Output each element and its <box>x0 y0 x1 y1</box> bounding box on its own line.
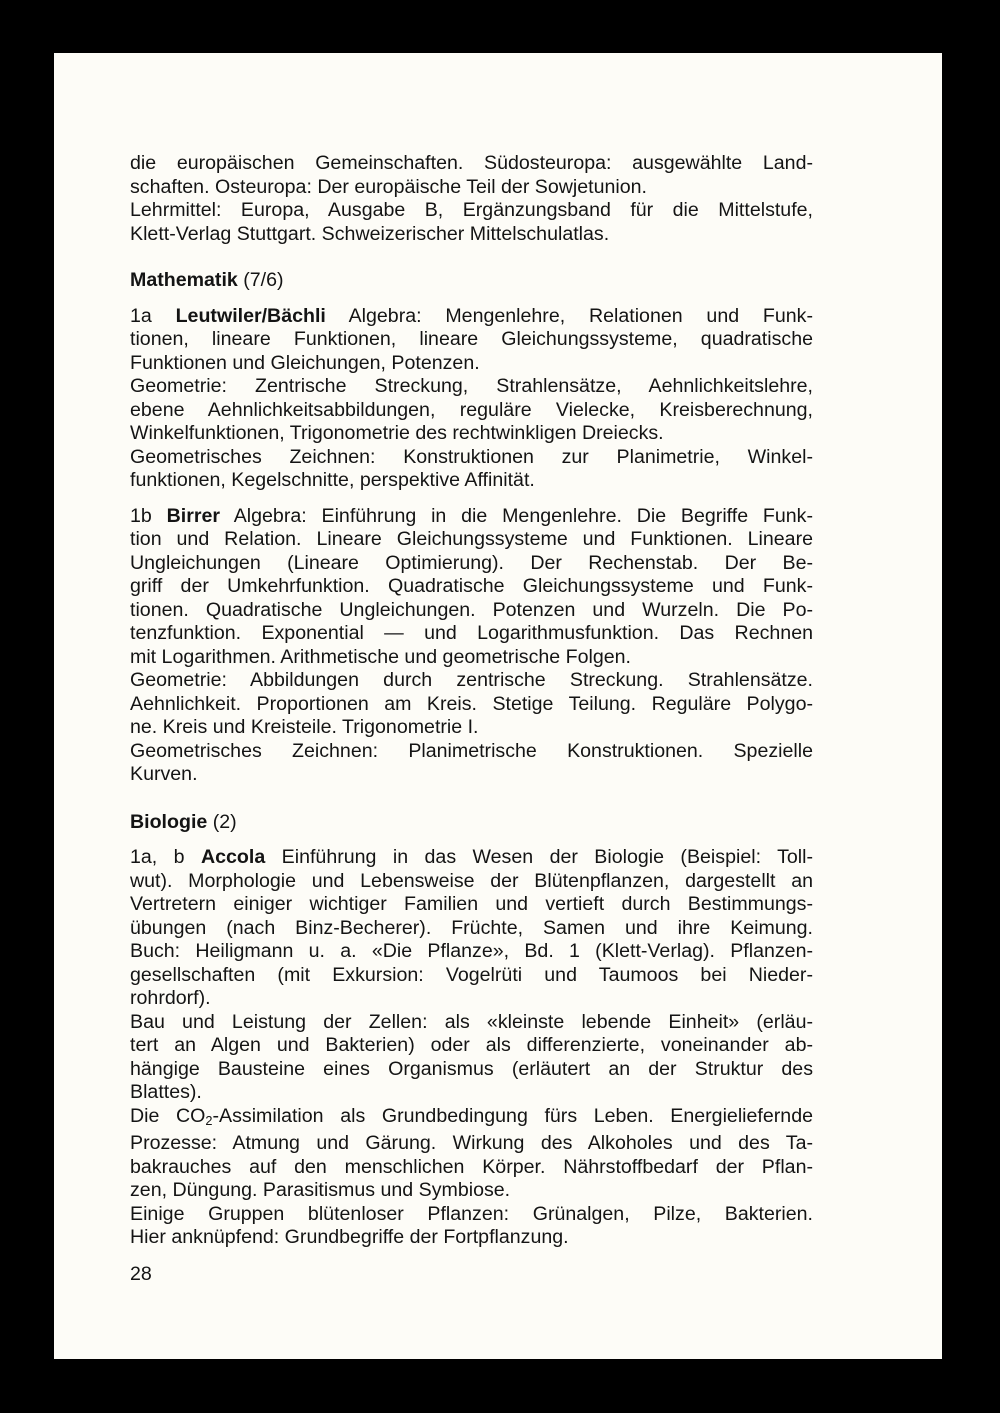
text-line: Klett-Verlag Stuttgart. Schweizerischer Mittelschulatlas. <box>130 222 610 245</box>
text-line: Vertretern einiger wichtiger Familien und vertieft durch Bestimmungs- <box>130 893 813 915</box>
page-content <box>130 152 813 1250</box>
text-line: griff der Umkehrfunktion. Quadratische Gleichungssysteme und Funk- <box>130 575 813 597</box>
text-line: Winkelfunktionen, Trigonometrie des rechtwinkligen Dreiecks. <box>130 422 664 444</box>
text-fragment: -Assimilation als Grundbedingung fürs Leben. Energieliefernde <box>212 1104 813 1127</box>
class-label: 1a <box>130 304 152 327</box>
text-line: Geometrie: Abbildungen durch zentrische Streckung. Strahlensätze. <box>130 669 813 691</box>
biologie-entry-1ab <box>130 846 813 1250</box>
text-line: Blattes). <box>130 1081 202 1103</box>
section-title: Biologie <box>130 810 208 833</box>
text-line: hängige Bausteine eines Organismus (erläutert an der Struktur des <box>130 1057 813 1080</box>
text-line: mit Logarithmen. Arithmetische und geometrische Folgen. <box>130 645 631 668</box>
text-line: schaften. Osteuropa: Der europäische Teil der Sowjetunion. <box>130 175 647 198</box>
mathematik-entry-1b <box>130 505 813 787</box>
class-label: 1b <box>130 504 152 527</box>
text-line: tenzfunktion. Exponential — und Logarithmusfunktion. Das Rechnen <box>130 622 813 644</box>
text-line: tionen. Quadratische Ungleichungen. Potenzen und Wurzeln. Die Po- <box>130 598 813 621</box>
teacher-name: Birrer <box>166 504 220 527</box>
entry-first-line <box>130 305 813 329</box>
class-label: 1a, b <box>130 846 185 868</box>
text-line: tion und Relation. Lineare Gleichungssysteme und Funktionen. Lineare <box>130 528 813 550</box>
text-line: ne. Kreis und Kreisteile. Trigonometrie I. <box>130 716 479 738</box>
text-line: Ungleichungen (Lineare Optimierung). Der Rechenstab. Der Be- <box>130 551 813 574</box>
section-heading-mathematik <box>130 269 813 293</box>
text-line: wut). Morphologie und Lebensweise der Blütenpflanzen, dargestellt an <box>130 869 813 892</box>
mathematik-entry-1a <box>130 305 813 493</box>
co2-line <box>130 1105 813 1133</box>
text-fragment: Einführung in das Wesen der Biologie (Beispiel: Toll- <box>281 846 813 868</box>
text-line: zen, Düngung. Parasitismus und Symbiose. <box>130 1179 511 1202</box>
text-fragment: Algebra: Einführung in die Mengenlehre. Die Begriffe Funk- <box>233 504 813 527</box>
text-line: Geometrisches Zeichnen: Planimetrische Konstruktionen. Spezielle <box>130 739 813 762</box>
teacher-name: Leutwiler/Bächli <box>175 304 326 327</box>
teacher-name: Accola <box>200 846 266 868</box>
entry-first-line <box>130 505 813 529</box>
text-line: tionen, lineare Funktionen, lineare Gleichungssysteme, quadratische <box>130 328 813 350</box>
text-line: funktionen, Kegelschnitte, perspektive Affinität. <box>130 469 535 491</box>
text-line: Prozesse: Atmung und Gärung. Wirkung des Alkoholes und des Ta- <box>130 1132 813 1155</box>
text-line: Kurven. <box>130 763 198 785</box>
text-line: gesellschaften (mit Exkursion: Vogelrüti und Taumoos bei Nieder- <box>130 963 813 986</box>
text-line: Hier anknüpfend: Grundbegriffe der Fortpflanzung. <box>130 1226 569 1249</box>
subscript: 2 <box>205 1112 213 1128</box>
text-line: die europäischen Gemeinschaften. Südosteuropa: ausgewählte Land- <box>130 152 813 174</box>
text-line: Geometrie: Zentrische Streckung, Strahlensätze, Aehnlichkeitslehre, <box>130 375 813 397</box>
intro-paragraph <box>130 152 813 246</box>
text-fragment: Die CO <box>130 1104 206 1127</box>
document-page <box>54 53 942 1359</box>
text-line: tert an Algen und Bakterien) oder als differenzierte, voneinander ab- <box>130 1034 813 1056</box>
text-line: Geometrisches Zeichnen: Konstruktionen zur Planimetrie, Winkel- <box>130 445 813 468</box>
page-number: 28 <box>130 1263 152 1285</box>
text-line: bakrauches auf den menschlichen Körper. Nährstoffbedarf der Pflan- <box>130 1155 813 1178</box>
text-line: ebene Aehnlichkeitsabbildungen, reguläre Vielecke, Kreisberechnung, <box>130 398 813 421</box>
section-title: Mathematik <box>130 269 238 291</box>
section-hours: (2) <box>212 810 237 833</box>
text-fragment: Algebra: Mengenlehre, Relationen und Funk- <box>348 304 813 327</box>
text-line: Funktionen und Gleichungen, Potenzen. <box>130 351 480 374</box>
text-line: rohrdorf). <box>130 987 211 1009</box>
section-hours: (7/6) <box>243 269 284 291</box>
entry-first-line <box>130 846 813 870</box>
text-line: Bau und Leistung der Zellen: als «kleinste lebende Einheit» (erläu- <box>130 1010 813 1033</box>
text-line: Buch: Heiligmann u. a. «Die Pflanze», Bd. 1 (Klett-Verlag). Pflanzen- <box>130 940 813 962</box>
section-heading-biologie <box>130 811 813 835</box>
text-line: Lehrmittel: Europa, Ausgabe B, Ergänzungsband für die Mittelstufe, <box>130 199 813 221</box>
text-line: übungen (nach Binz-Becherer). Früchte, Samen und ihre Keimung. <box>130 916 813 939</box>
text-line: Einige Gruppen blütenloser Pflanzen: Grünalgen, Pilze, Bakterien. <box>130 1202 813 1225</box>
text-line: Aehnlichkeit. Proportionen am Kreis. Stetige Teilung. Reguläre Polygo- <box>130 692 813 715</box>
